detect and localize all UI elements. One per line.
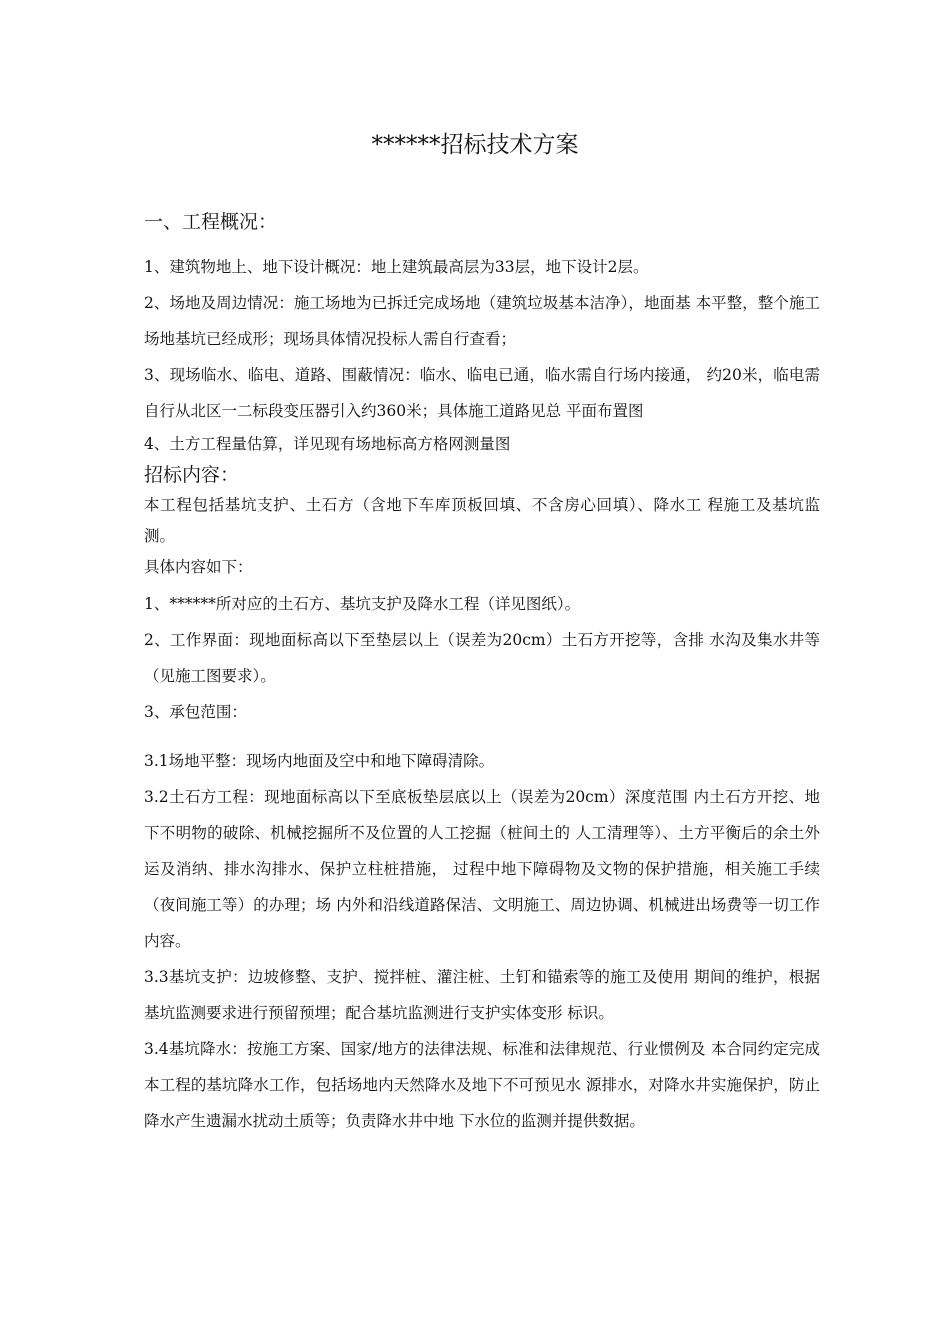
overview-item-2: 2、场地及周边情况：施工场地为已拆迁完成场地（建筑垃圾基本洁净），地面基 本平整，整个施工场地基坑已经成形；现场具体情况投标人需自行查看； (144, 294, 820, 348)
section-heading-overview: 一、工程概况： (144, 211, 278, 233)
scope-item-3-4: 3.4基坑降水：按施工方案、国家/地方的法律法规、标准和法律规范、行业惯例及 本合同约定完成本工程的基坑降水工作，包括场地内天然降水及地下不可预见水 源排水，对降水井实施保护，防止降水产生遗漏水扰动土质等；负责降水井中地 下水位的监测并提供数据。 (144, 1040, 820, 1130)
bid-detail-label: 具体内容如下： (144, 558, 253, 576)
overview-item-1: 1、建筑物地上、地下设计概况：地上建筑最高层为33层，地下设计2层。 (144, 258, 649, 276)
document-title: ******招标技术方案 (371, 132, 579, 158)
bid-intro: 本工程包括基坑支护、土石方（含地下车库顶板回填、不含房心回填）、降水工 程施工及基坑监测。 (144, 496, 820, 545)
bid-item-2: 2、工作界面：现地面标高以下至垫层以上（误差为20cm）土石方开挖等，含排 水沟及集水井等（见施工图要求）。 (144, 631, 820, 685)
overview-item-3: 3、现场临水、临电、道路、围蔽情况：临水、临电已通，临水需自行场内接通， 约20米，临电需自行从北区一二标段变压器引入约360米；具体施工道路见总 平面布置图 (144, 366, 820, 420)
scope-item-3-1: 3.1场地平整：现场内地面及空中和地下障碍清除。 (144, 752, 495, 770)
section-heading-bid-content: 招标内容： (144, 464, 240, 486)
bid-item-1: 1、******所对应的土石方、基坑支护及降水工程（详见图纸）。 (144, 595, 581, 613)
document-body (144, 205, 820, 1139)
overview-item-4: 4、土方工程量估算，详见现有场地标高方格网测量图 (144, 435, 511, 453)
scope-item-3-2: 3.2土石方工程：现地面标高以下至底板垫层底以上（误差为20cm）深度范围 内土石方开挖、地下不明物的破除、机械挖掘所不及位置的人工挖掘（桩间土的 人工清理等）、土方平衡后的余土外运及消纳、排水沟排水、保护立柱桩措施， 过程中地下障碍物及文物的保护措施，相关施工手续（夜间施工等）的办理；场 内外和沿线道路保洁、文明施工、周边协调、机械进出场费等一切工作内容。 (144, 788, 820, 950)
bid-item-3: 3、承包范围： (144, 703, 247, 721)
scope-item-3-3: 3.3基坑支护：边坡修整、支护、搅拌桩、灌注桩、土钉和锚索等的施工及使用 期间的维护，根据基坑监测要求进行预留预埋；配合基坑监测进行支护实体变形 标识。 (144, 968, 820, 1022)
